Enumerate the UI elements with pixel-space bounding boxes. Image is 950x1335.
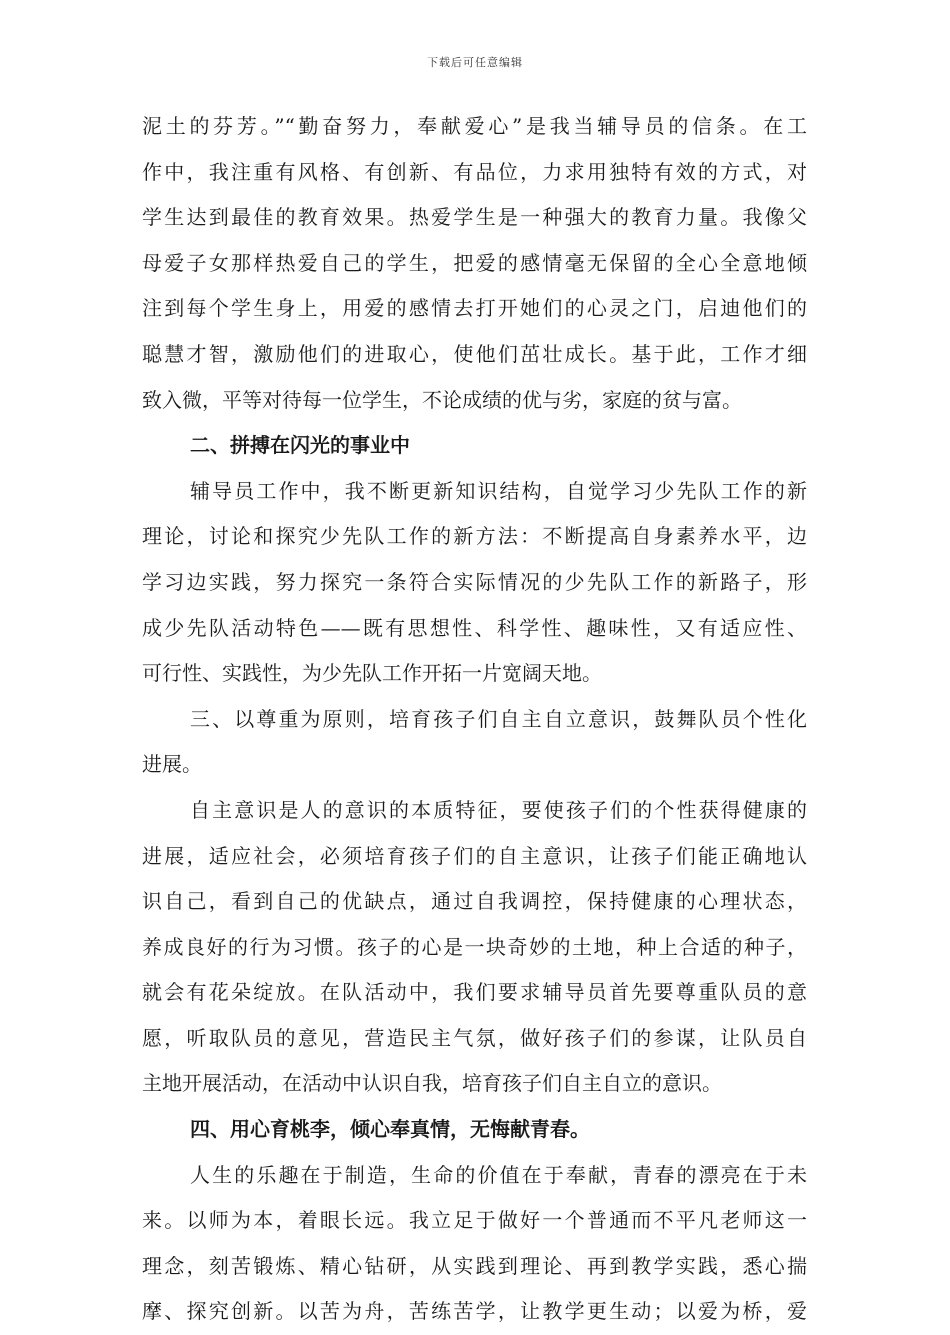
text-line: 母爱子女那样热爱自己的学生，把爱的感情毫无保留的全心全意地倾 <box>142 250 807 275</box>
page-header: 下载后可任意编辑 <box>427 56 523 69</box>
section-heading: 二、拼搏在闪光的事业中 <box>190 433 410 458</box>
text-line: 养成良好的行为习惯。孩子的心是一块奇妙的土地，种上合适的种子， <box>142 934 807 959</box>
text-line: 注到每个学生身上，用爱的感情去打开她们的心灵之门，启迪他们的 <box>142 296 807 321</box>
text-line: 进展，适应社会，必须培育孩子们的自主意识，让孩子们能正确地认 <box>142 843 807 868</box>
text-line: 聪慧才智，激励他们的进取心，使他们茁壮成长。基于此，工作才细 <box>142 341 807 366</box>
text-line: 作中，我注重有风格、有创新、有品位，力求用独特有效的方式，对 <box>142 159 807 184</box>
text-line: 人生的乐趣在于制造，生命的价值在于奉献，青春的漂亮在于未 <box>190 1162 807 1187</box>
section-heading: 四、用心育桃李，倾心奉真情，无悔献青春。 <box>190 1117 590 1142</box>
text-line: 泥土的芬芳。”“勤奋努力，奉献爱心”是我当辅导员的信条。在工 <box>142 114 807 138</box>
text-line: 学生达到最佳的教育效果。热爱学生是一种强大的教育力量。我像父 <box>142 205 807 230</box>
text-line: 进展。 <box>142 752 202 777</box>
text-line: 辅导员工作中，我不断更新知识结构，自觉学习少先队工作的新 <box>190 478 807 503</box>
text-line: 主地开展活动，在活动中认识自我，培育孩子们自主自立的意识。 <box>142 1071 722 1096</box>
text-line: 就会有花朵绽放。在队活动中，我们要求辅导员首先要尊重队员的意 <box>142 980 807 1005</box>
text-line: 摩、探究创新。以苦为舟，苦练苦学，让教学更生动；以爱为桥，爱 <box>142 1299 807 1324</box>
text-line: 来。以师为本，着眼长远。我立足于做好一个普通而不平凡老师这一 <box>142 1208 807 1233</box>
text-line: 理念，刻苦锻炼、精心钻研，从实践到理论、再到教学实践，悉心揣 <box>142 1253 807 1278</box>
text-line: 学习边实践，努力探究一条符合实际情况的少先队工作的新路子，形 <box>142 569 807 594</box>
text-line: 识自己，看到自己的优缺点，通过自我调控，保持健康的心理状态， <box>142 889 807 914</box>
text-line: 三、以尊重为原则，培育孩子们自主自立意识，鼓舞队员个性化 <box>190 706 807 731</box>
text-line: 可行性、实践性，为少先队工作开拓一片宽阔天地。 <box>142 661 602 686</box>
text-line: 愿，听取队员的意见，营造民主气氛，做好孩子们的参谋，让队员自 <box>142 1025 807 1050</box>
text-line: 自主意识是人的意识的本质特征，要使孩子们的个性获得健康的 <box>190 797 807 822</box>
text-line: 理论，讨论和探究少先队工作的新方法：不断提高自身素养水平，边 <box>142 524 807 549</box>
text-line: 致入微，平等对待每一位学生，不论成绩的优与劣，家庭的贫与富。 <box>142 387 742 412</box>
document-body <box>142 104 807 1335</box>
text-line: 成少先队活动特色——既有思想性、科学性、趣味性，又有适应性、 <box>142 615 807 640</box>
